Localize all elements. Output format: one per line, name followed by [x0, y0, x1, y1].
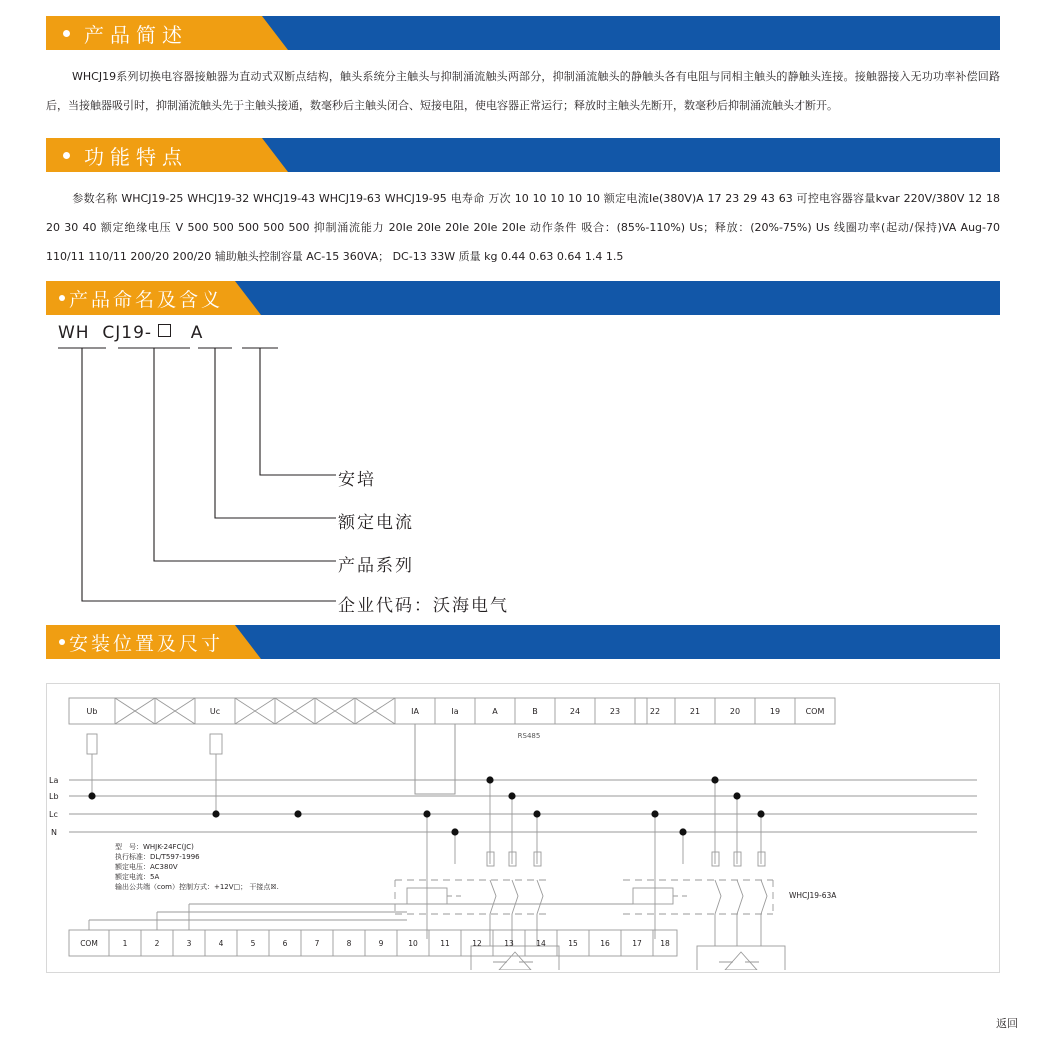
section-header-install — [46, 625, 1000, 659]
section-title-features: 功能特点 — [84, 144, 188, 169]
spec-line-4: 输出公共端（com）控制方式：+12V□； 干接点☒. — [115, 883, 279, 891]
bottom-terminal-7: 7 — [314, 939, 320, 948]
terminal-label-19: 19 — [769, 707, 781, 716]
naming-callout-3: 企业代码：沃海电气 — [338, 596, 509, 616]
wiring-diagram — [47, 684, 999, 970]
spec-line-2: 额定电压：AC380V — [115, 863, 178, 871]
naming-callout-1: 额定电流 — [338, 513, 414, 533]
bottom-terminal-5: 5 — [250, 939, 256, 948]
features-paragraph — [46, 184, 1000, 271]
spec-line-3: 额定电流：5A — [115, 873, 160, 881]
section-title-naming: 产品命名及含义 — [69, 288, 224, 311]
bottom-terminal-18: 18 — [660, 939, 670, 948]
bottom-terminal-2: 2 — [154, 939, 160, 948]
bullet-icon — [59, 639, 65, 645]
spec-text-block — [115, 842, 279, 891]
section-title-install: 安装位置及尺寸 — [69, 632, 224, 655]
terminal-label-23: 23 — [609, 707, 621, 716]
naming-callout-0: 安培 — [338, 470, 376, 490]
terminal-label-24: 24 — [569, 707, 581, 716]
spacer-after-overview — [0, 120, 1046, 138]
junction-dot — [88, 792, 95, 799]
bottom-terminal-6: 6 — [282, 939, 288, 948]
naming-code-a: A — [190, 323, 204, 343]
junction-dot — [533, 810, 540, 817]
terminal-label-ia-big: IA — [411, 707, 419, 716]
naming-callout-2: 产品系列 — [338, 556, 414, 576]
junction-dot — [508, 792, 515, 799]
bullet-icon — [63, 30, 70, 37]
bottom-terminal-10: 10 — [408, 939, 418, 948]
banner-orange-install — [46, 625, 235, 659]
bottom-terminal-1: 1 — [122, 939, 128, 948]
bottom-terminal-9: 9 — [378, 939, 384, 948]
junction-dot — [294, 810, 301, 817]
naming-code-wh: WH — [58, 323, 90, 343]
terminal-label-com-top: COM — [805, 707, 825, 716]
overview-paragraph — [46, 62, 1000, 120]
phase-label-lb: Lb — [49, 792, 59, 801]
back-link[interactable]: 返回 — [996, 1017, 1018, 1030]
bullet-icon — [63, 152, 70, 159]
bottom-terminal-14: 14 — [536, 939, 546, 948]
terminal-label-uc: Uc — [209, 707, 221, 716]
terminal-label-21: 21 — [689, 707, 701, 716]
bottom-terminal-13: 13 — [504, 939, 514, 948]
section-header-overview — [46, 16, 1000, 50]
terminal-label-a: A — [492, 707, 498, 716]
naming-code-cj: CJ19- — [102, 323, 153, 343]
terminal-label-22: 22 — [649, 707, 661, 716]
section-header-naming — [46, 281, 1000, 315]
naming-diagram — [46, 315, 1000, 625]
banner-orange-overview — [46, 16, 262, 50]
phase-label-n: N — [51, 828, 57, 837]
naming-leader-lines — [46, 315, 746, 625]
device-model-label: WHCJ19-63A — [789, 891, 837, 900]
bottom-terminal-3: 3 — [186, 939, 192, 948]
phase-label-lc: Lc — [49, 810, 58, 819]
banner-orange-features — [46, 138, 262, 172]
spec-line-1: 执行标准：DL/T597-1996 — [115, 853, 200, 861]
section-header-features — [46, 138, 1000, 172]
spec-line-0: 型 号：WHJK-24FC(JC) — [115, 843, 194, 851]
rs485-label: RS485 — [517, 732, 541, 740]
junction-dot — [733, 792, 740, 799]
spacer-after-features — [0, 271, 1046, 281]
bottom-terminal-15: 15 — [568, 939, 578, 948]
terminal-label-ub: Ub — [86, 707, 98, 716]
junction-dot — [711, 776, 718, 783]
junction-dot — [757, 810, 764, 817]
features-text: 参数名称 WHCJ19-25 WHCJ19-32 WHCJ19-43 WHCJ19-63 WHCJ19-95 电寿命 万次 10 10 10 10 10 额定电流Ie(380V)A 17 23 29 43 63 可控电容器容量kvar 220V/380V 12 18 20 30 40 额定绝缘电压 V 500 500 500 500 500 抑制涌流能力 20Ie 20Ie 20Ie 20Ie 20Ie 动作条件 吸合：(85%-110%) Us；释放：(20%-75%) Us 线圈功率(起动/保持)VA Aug-70 110/11 110/11 200/20 200/20 辅助触头控制容量 AC-15 360VA； DC-13 33W 质量 kg 0.44 0.63 0.64 1.4 1.5 — [46, 192, 1000, 263]
bottom-terminal-4: 4 — [218, 939, 224, 948]
top-spacer — [0, 0, 1046, 16]
phase-label-la: La — [49, 776, 59, 785]
bullet-icon — [59, 295, 65, 301]
bottom-terminal-com: COM — [80, 939, 98, 948]
junction-dot — [679, 828, 686, 835]
junction-dot — [212, 810, 219, 817]
bottom-terminal-17: 17 — [632, 939, 642, 948]
terminal-label-20: 20 — [729, 707, 741, 716]
terminal-label-b: B — [532, 707, 538, 716]
section-title-overview: 产品简述 — [84, 22, 188, 47]
junction-dot — [451, 828, 458, 835]
terminal-label-ia-small: Ia — [451, 707, 459, 716]
overview-text: WHCJ19系列切换电容器接触器为直动式双断点结构，触头系统分主触头与抑制涌流触头两部分，抑制涌流触头的静触头各有电阻与同相主触头的静触头连接。接触器接入无功功率补偿回路后，当接触器吸引时，抑制涌流触头先于主触头接通，数毫秒后主触头闭合、短接电阻，使电容器正常运行；释放时主触头先断开，数毫秒后抑制涌流触头才断开。 — [46, 70, 1000, 112]
junction-dot — [423, 810, 430, 817]
bottom-terminal-11: 11 — [440, 939, 450, 948]
junction-dot — [651, 810, 658, 817]
banner-orange-naming — [46, 281, 235, 315]
wiring-diagram-frame — [46, 683, 1000, 973]
bottom-terminal-16: 16 — [600, 939, 610, 948]
bottom-terminal-12: 12 — [472, 939, 482, 948]
bottom-terminal-8: 8 — [346, 939, 352, 948]
junction-dot — [486, 776, 493, 783]
